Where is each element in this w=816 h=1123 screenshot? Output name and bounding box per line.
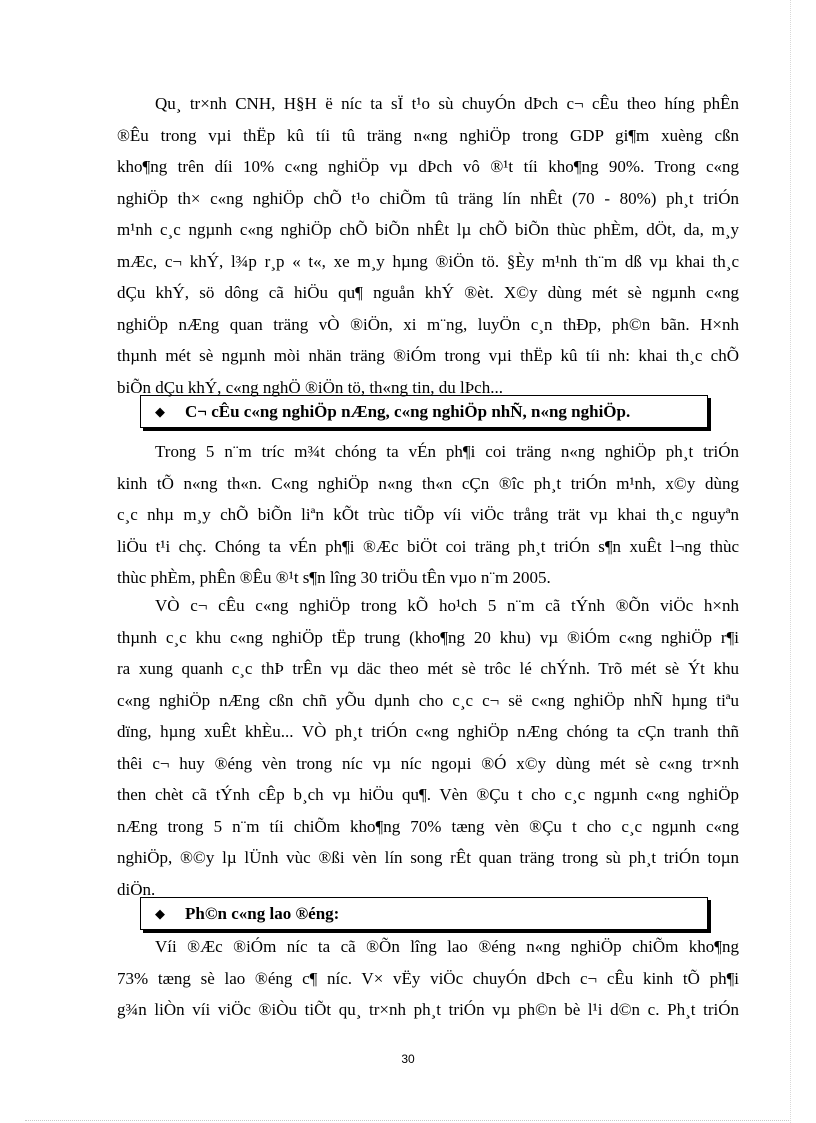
text-line: Víi ®Æc ®iÓm níc ta cã ®Õn lîng lao ®éng n«ng nghiÖp chiÕm kho¶ng <box>155 937 739 956</box>
text-line: nghiÖp, ®©y lµ lÜnh vùc ®ßi vèn lín song rÊt quan träng trong sù ph¸t triÓn toµn <box>117 848 739 867</box>
text-line: nghiÖp th× c«ng nghiÖp chÕ t¹o chiÕm tû träng lín nhÊt (70 - 80%) ph¸t triÓn <box>117 188 739 208</box>
page-number: 30 <box>401 1052 415 1066</box>
text-line: then chèt cã tÝnh cÊp b¸ch vµ hiÖu qu¶. Vèn ®Çu t cho c¸c ngµnh c«ng nghiÖp <box>117 785 739 804</box>
text-line: diÖn. <box>117 879 156 899</box>
diamond-bullet-icon: ◆ <box>155 403 165 419</box>
text-line: liÖu t¹i chç. Chóng ta vÉn ph¶i ®Æc biÖt coi träng ph¸t triÓn s¶n xuÊt l¬ng thùc <box>117 536 739 556</box>
text-line: dïng, hµng xuÊt khÈu... VÒ ph¸t triÓn c«ng nghiÖp nÆng chóng ta cÇn tranh thñ <box>117 722 739 741</box>
text-line: biÕn dÇu khÝ, c«ng nghÖ ®iÖn tö, th«ng tin, du lÞch... <box>117 377 503 397</box>
text-line: Qu¸ tr×nh CNH, H§H ë níc ta sÏ t¹o sù chuyÓn dÞch c¬ cÊu theo híng phÊn <box>155 94 739 113</box>
text-line: g¾n liÒn víi viÖc ®iÒu tiÕt qu¸ tr×nh ph¸t triÓn vµ ph©n bè l¹i d©n c. Ph¸t triÓn <box>117 1000 739 1019</box>
text-line: c¸c nhµ m¸y chÕ biÕn liªn kÕt trùc tiÕp víi viÖc trång trät vµ khai th¸c nguyªn <box>117 505 739 524</box>
text-line: nÆng trong 5 n¨m tíi chiÕm kho¶ng 70% tæng vèn ®Çu t cho c¸c ngµnh c«ng <box>117 816 739 836</box>
text-line: mÆc, c¬ khÝ, l¾p r¸p « t«, xe m¸y hµng ®iÖn tö. §Èy m¹nh th¨m dß vµ khai th¸c <box>117 251 739 271</box>
page-margin-line <box>790 0 791 1123</box>
section-heading-text: C¬ cÊu c«ng nghiÖp nÆng, c«ng nghiÖp nhÑ, n«ng nghiÖp. <box>185 401 631 421</box>
text-line: ra xung quanh c¸c thÞ trÊn vµ däc theo mét sè trôc lé chÝnh. Trõ mét sè Ýt khu <box>117 659 739 678</box>
text-line: dÇu khÝ, sö dông cã hiÖu qu¶ nguån khÝ ®èt. X©y dùng mét sè ngµnh c«ng <box>117 283 739 302</box>
diamond-bullet-icon: ◆ <box>155 905 165 921</box>
text-line: kho¶ng trên díi 10% c«ng nghiÖp vµ dÞch vô ®¹t tíi kho¶ng 90%. Trong c«ng <box>117 157 739 176</box>
text-line: nghiÖp nÆng quan träng vÒ ®iÖn, xi m¨ng, luyÖn c¸n thÐp, ph©n bãn. H×nh <box>117 314 739 334</box>
text-line: thµnh mét sè ngµnh mòi nhän träng ®iÓm trong vµi thËp kû tíi nh: khai th¸c chÕ <box>117 346 739 365</box>
text-line: VÒ c¬ cÊu c«ng nghiÖp trong kÕ ho¹ch 5 n¨m cã tÝnh ®Õn viÖc h×nh <box>155 596 739 615</box>
text-line: thùc phÈm, phÊn ®Êu ®¹t s¶n lîng 30 triÖu tÊn vµo n¨m 2005. <box>117 568 551 587</box>
text-line: thµnh c¸c khu c«ng nghiÖp tËp trung (kho¶ng 20 khu) vµ ®iÓm c«ng nghiÖp r¶i <box>117 627 739 647</box>
section-heading-labor-division <box>140 897 708 930</box>
paragraph-2 <box>117 436 739 594</box>
page-boundary-line <box>25 1120 791 1121</box>
paragraph-3 <box>117 590 739 905</box>
text-line: ®Êu trong vµi thËp kû tíi tû träng n«ng nghiÖp trong GDP gi¶m xuèng cßn <box>117 125 739 145</box>
text-line: thêi c¬ huy ®éng vèn trong níc vµ níc ngoµi ®Ó x©y dùng mét sè c«ng tr×nh <box>117 753 739 773</box>
text-line: kinh tÕ n«ng th«n. C«ng nghiÖp n«ng th«n cÇn ®îc ph¸t triÓn m¹nh, x©y dùng <box>117 473 739 493</box>
paragraph-1 <box>117 88 739 403</box>
text-line: m¹nh c¸c ngµnh c«ng nghiÖp chÕ biÕn nhÊt lµ chÕ biÕn thùc phÈm, dÖt, da, m¸y <box>117 220 739 239</box>
text-line: Trong 5 n¨m tríc m¾t chóng ta vÉn ph¶i coi träng n«ng nghiÖp ph¸t triÓn <box>155 442 739 461</box>
paragraph-4 <box>117 931 739 1026</box>
text-line: 73% tæng sè lao ®éng c¶ níc. V× vËy viÖc chuyÓn dÞch c¬ cÊu kinh tÕ ph¶i <box>117 968 739 988</box>
section-heading-industry-structure <box>140 395 708 428</box>
section-heading-text: Ph©n c«ng lao ®éng: <box>185 903 340 923</box>
text-line: c«ng nghiÖp nÆng cßn chñ yÕu dµnh cho c¸c c¬ së c«ng nghiÖp nhÑ hµng tiªu <box>117 690 739 710</box>
